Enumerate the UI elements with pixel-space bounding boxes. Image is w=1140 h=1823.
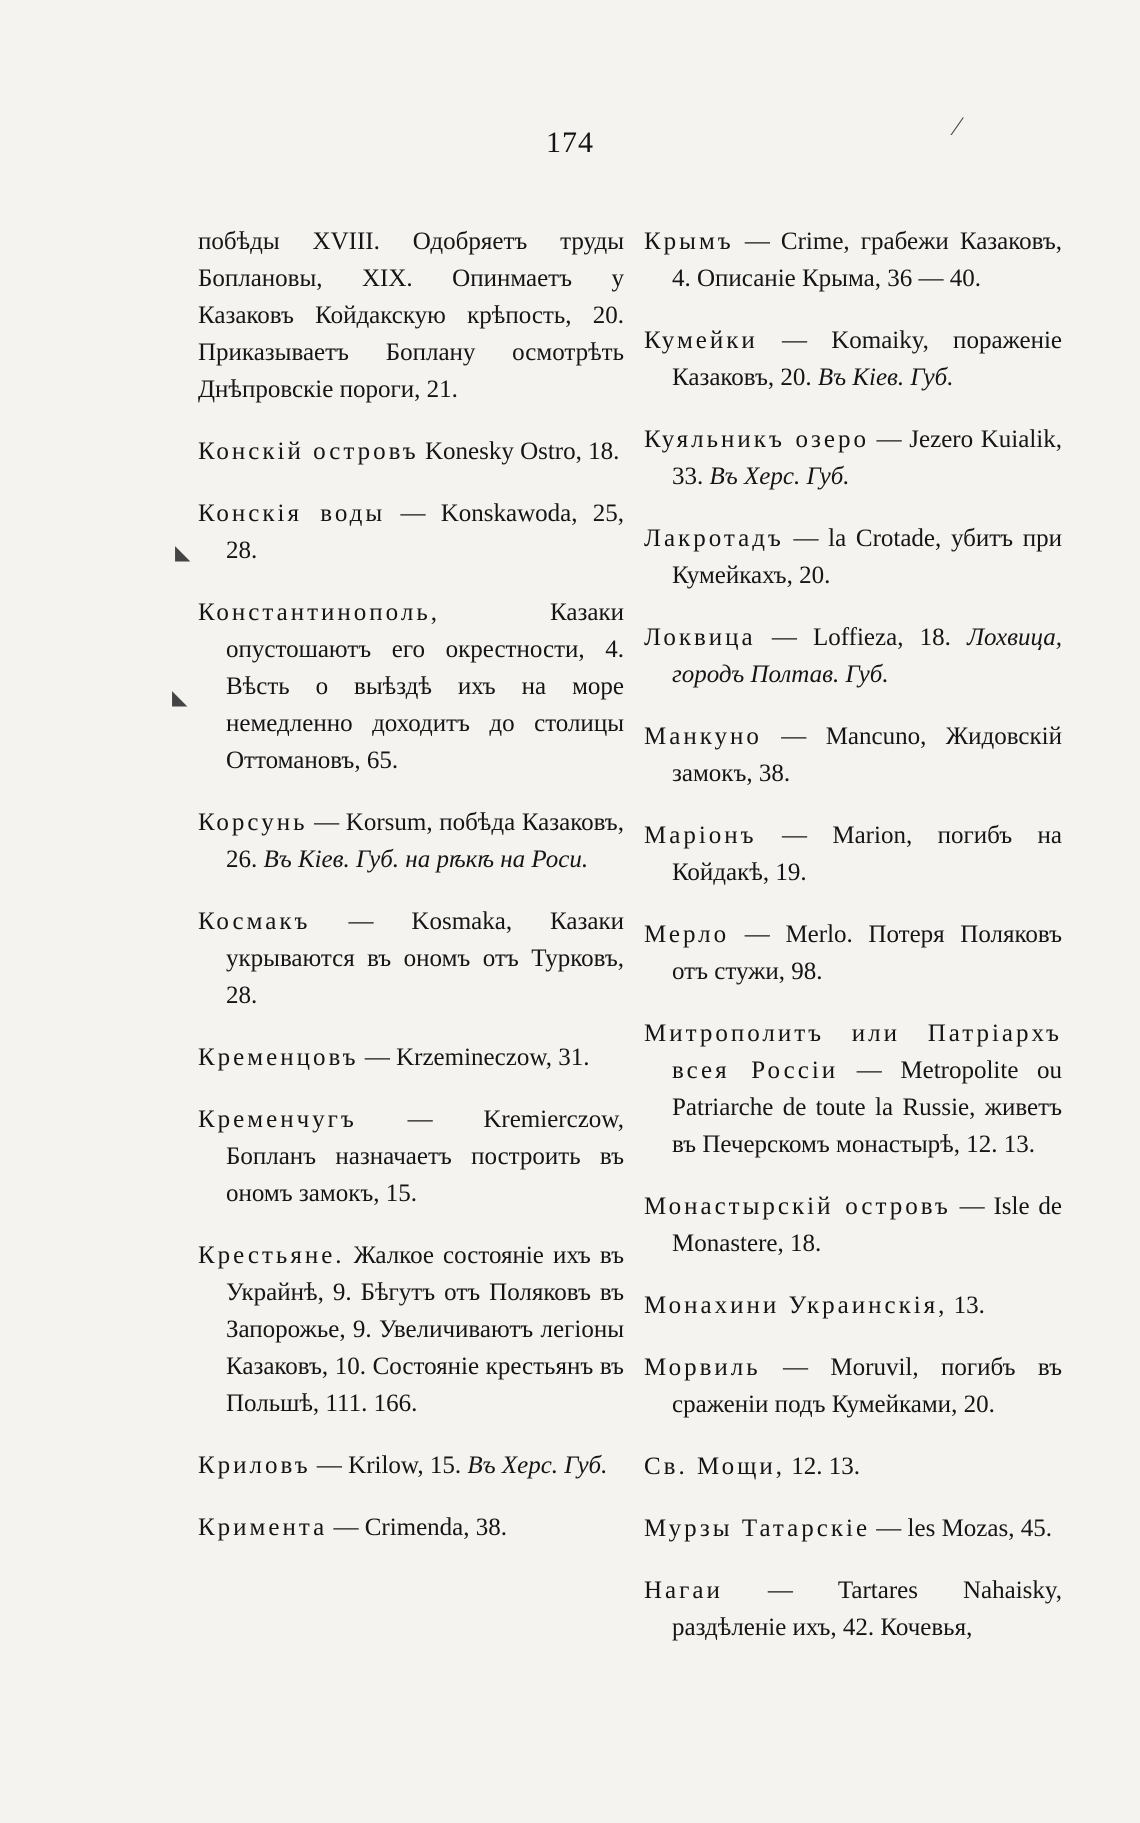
left-column — [198, 198, 624, 1557]
index-entry: Мерло — Merlo. Потеря Поляковъ отъ стужи, 98. — [644, 921, 1062, 985]
stray-mark: ◣ — [172, 687, 188, 709]
entry-headword: Манкуно — [644, 723, 762, 750]
entry-headword: Монахини Украинскія, — [644, 1292, 948, 1319]
entry-headword: Космакъ — [198, 908, 311, 935]
entry-headword: Мерло — [644, 921, 730, 948]
entry-headword: Конскія воды — [198, 500, 386, 527]
index-entry: Св. Мощи, 12. 13. — [644, 1453, 860, 1480]
entry-headword: Куяльникъ озеро — [644, 426, 869, 453]
entry-headword: Кримента — [198, 1514, 328, 1541]
entry-headword: Кременцовъ — [198, 1044, 359, 1071]
right-column — [644, 198, 1062, 1657]
entry-headword: Константинополь, — [198, 599, 440, 626]
entry-headword: Нагаи — [644, 1577, 723, 1604]
entry-headword: Морвиль — [644, 1354, 761, 1381]
index-entry: Манкуно — Mancuno, Жидовскій замокъ, 38. — [644, 723, 1062, 787]
index-entry: побѣды XVIII. Одобряетъ труды Боплановы, XIX. Опинмаетъ у Казаковъ Койдакскую крѣпость, 20. Приказываетъ Боплану осмотрѣть Днѣпровскіе пороги, 21. — [198, 228, 624, 403]
entry-headword: Крестьяне. — [198, 1242, 345, 1269]
entry-headword: Митрополитъ или Патріархъ всея Россіи — [644, 1020, 1062, 1084]
entry-headword: Мурзы Татарскіе — [644, 1515, 871, 1542]
index-entry: Космакъ — Kosmaka, Казаки укрываются въ ономъ отъ Турковъ, 28. — [198, 908, 624, 1009]
index-entry: Морвиль — Moruvil, погибъ въ сраженіи подъ Кумейками, 20. — [644, 1354, 1062, 1418]
entry-headword: Кременчугъ — [198, 1106, 357, 1133]
index-entry: Крымъ — Crime, грабежи Казаковъ, 4. Описаніе Крыма, 36 — 40. — [644, 228, 1062, 292]
page-number: 174 — [546, 126, 594, 159]
entry-headword: Криловъ — [198, 1452, 311, 1479]
entry-headword: Кумейки — [644, 327, 758, 354]
entry-headword: Крымъ — [644, 228, 734, 255]
index-entry: Мурзы Татарскіе — les Mozas, 45. — [644, 1515, 1052, 1542]
entry-headword: Лакротадъ — [644, 525, 784, 552]
index-entry: Монахини Украинскія, 13. — [644, 1292, 985, 1319]
index-entry: Константинополь, Казаки опустошаютъ его окрестности, 4. Вѣсть о выѣздѣ ихъ на море немедленно доходитъ до столицы Оттомановъ, 65. — [198, 599, 624, 774]
index-entry: Криловъ — Krilow, 15. Въ Херс. Губ. — [198, 1452, 608, 1479]
entry-headword: Маріонъ — [644, 822, 757, 849]
entry-headword: Корсунь — [198, 809, 308, 836]
index-entry: Лакротадъ — la Crotade, убитъ при Кумейкахъ, 20. — [644, 525, 1062, 589]
stray-mark: ⁄ — [955, 112, 960, 141]
index-entry: Крестьяне. Жалкое состояніе ихъ въ Украйнѣ, 9. Бѣгутъ отъ Поляковъ въ Запорожье, 9. Увеличиваютъ легіоны Казаковъ, 10. Состояніе крестьянъ въ Польшѣ, 111. 166. — [198, 1242, 624, 1417]
entry-headword: Конскій островъ — [198, 438, 419, 465]
index-entry: Куяльникъ озеро — Jezero Kuialik, 33. Въ Херс. Губ. — [644, 426, 1062, 490]
index-entry: Митрополитъ или Патріархъ всея Россіи — Metropolite ou Patriarche de toute la Russie, живетъ въ Печерскомъ монастырѣ, 12. 13. — [644, 1020, 1063, 1158]
index-entry: Кримента — Crimenda, 38. — [198, 1514, 508, 1541]
index-entry: Нагаи — Tartares Nahaisky, раздѣленіе ихъ, 42. Кочевья, — [644, 1577, 1062, 1641]
index-entry: Корсунь — Korsum, побѣда Казаковъ, 26. Въ Кіев. Губ. на рѣкѣ на Роси. — [198, 809, 624, 873]
index-entry: Конскія воды — Konskawoda, 25, 28. — [198, 500, 624, 564]
index-entry: Локвица — Loffieza, 18. Лохвица, городъ Полтав. Губ. — [644, 624, 1062, 688]
index-entry: Маріонъ — Marion, погибъ на Койдакѣ, 19. — [644, 822, 1062, 886]
stray-mark: ◣ — [175, 542, 191, 564]
index-entry: Кременцовъ — Krzemineczow, 31. — [198, 1044, 590, 1071]
entry-headword: Св. Мощи, — [644, 1453, 785, 1480]
index-entry: Конскій островъ Konesky Ostro, 18. — [198, 438, 620, 465]
entry-headword: Монастырскій островъ — [644, 1193, 951, 1220]
entry-headword: Локвица — [644, 624, 756, 651]
index-entry: Монастырскій островъ — Isle de Monastere, 18. — [644, 1193, 1062, 1257]
index-entry: Кременчугъ — Kremierczow, Бопланъ назначаетъ построить въ ономъ замокъ, 15. — [198, 1106, 624, 1207]
index-entry: Кумейки — Komaiky, пораженіе Казаковъ, 20. Въ Кіев. Губ. — [644, 327, 1062, 391]
